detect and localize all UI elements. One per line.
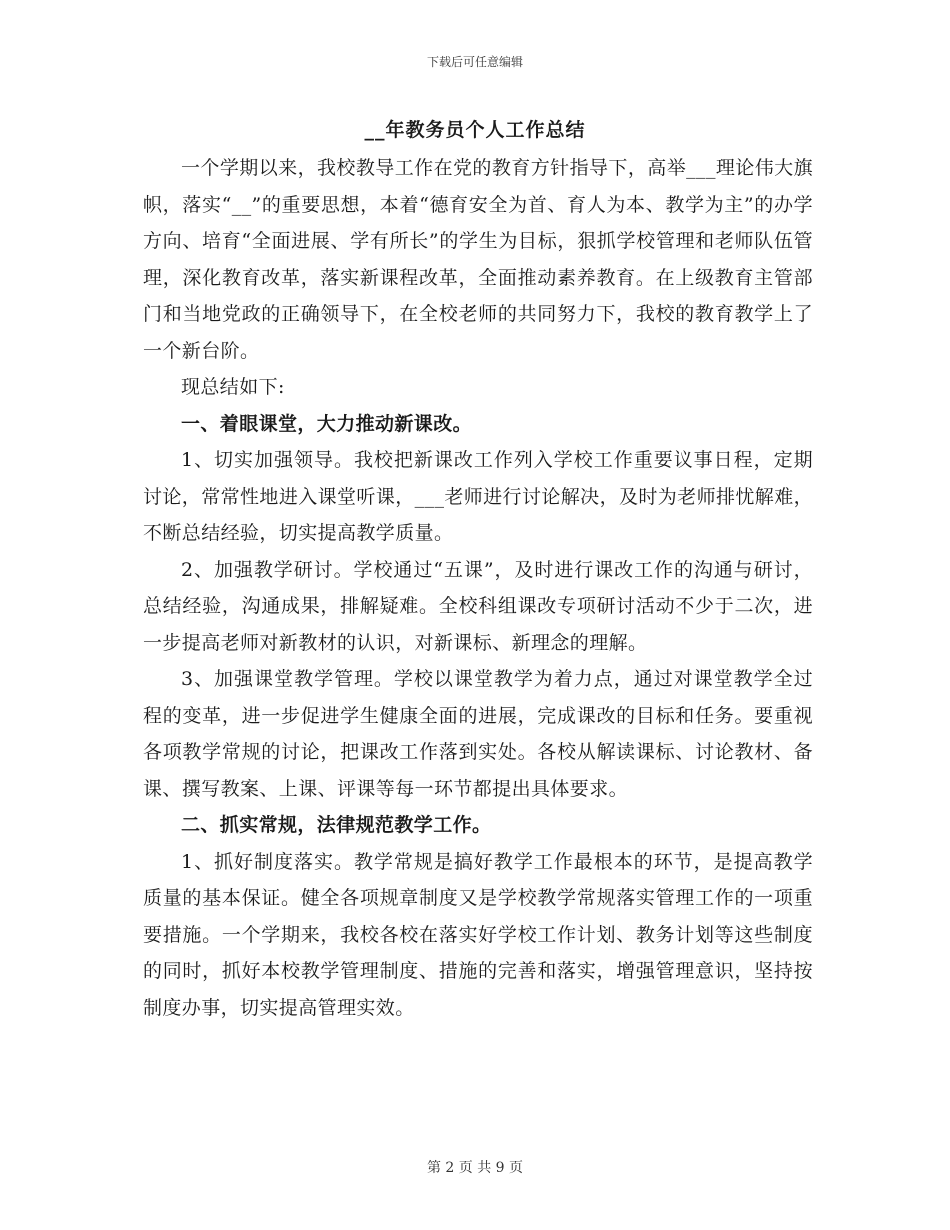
section-heading-2: 二、抓实常规，法律规范教学工作。: [181, 814, 492, 836]
paragraph-1-2: 2、加强教学研讨。学校通过“五课”，及时进行课改工作的沟通与研讨，总结经验，沟通成果，排解疑难。全校科组课改专项研讨活动不少于二次，进一步提高老师对新教材的认识，对新课标、新理念的理解。: [143, 558, 813, 654]
paragraph-1-3: 3、加强课堂教学管理。学校以课堂教学为着力点，通过对课堂教学全过程的变革，进一步促进学生健康全面的进展，完成课改的目标和任务。要重视各项教学常规的讨论，把课改工作落到实处。各校从解读课标、讨论教材、备课、撰写教案、上课、评课等每一环节都提出具体要求。: [143, 668, 813, 800]
paragraph-2-1: 1、抓好制度落实。教学常规是搞好教学工作最根本的环节，是提高教学质量的基本保证。健全各项规章制度又是学校教学常规落实管理工作的一项重要措施。一个学期来，我校各校在落实好学校工作计划、教务计划等这些制度的同时，抓好本校教学管理制度、措施的完善和落实，增强管理意识，坚持按制度办事，切实提高管理实效。: [143, 850, 813, 1019]
section-heading-1: 一、着眼课堂，大力推动新课改。: [181, 412, 473, 435]
header-note: 下载后可任意编辑: [426, 55, 523, 69]
paragraph-intro: 一个学期以来，我校教导工作在党的教育方针指导下，高举___理论伟大旗帜，落实“__”的重要思想，本着“德育安全为首、育人为本、教学为主”的办学方向、培育“全面进展、学有所长”的学生为目标，狠抓学校管理和老师队伍管理，深化教育改革，落实新课程改革，全面推动素养教育。在上级教育主管部门和当地党政的正确领导下，在全校老师的共同努力下，我校的教育教学上了一个新台阶。: [143, 157, 813, 362]
paragraph-summary-lead: 现总结如下:: [181, 376, 285, 398]
document-body: [143, 150, 813, 1026]
paragraph-1-1: 1、切实加强领导。我校把新课改工作列入学校工作重要议事日程，定期讨论，常常性地进入课堂听课，___老师进行讨论解决，及时为老师排忧解难，不断总结经验，切实提高教学质量。: [143, 449, 813, 544]
page-number-footer: 第 2 页 共 9 页: [426, 1160, 524, 1176]
document-title: __年教务员个人工作总结: [364, 119, 586, 141]
